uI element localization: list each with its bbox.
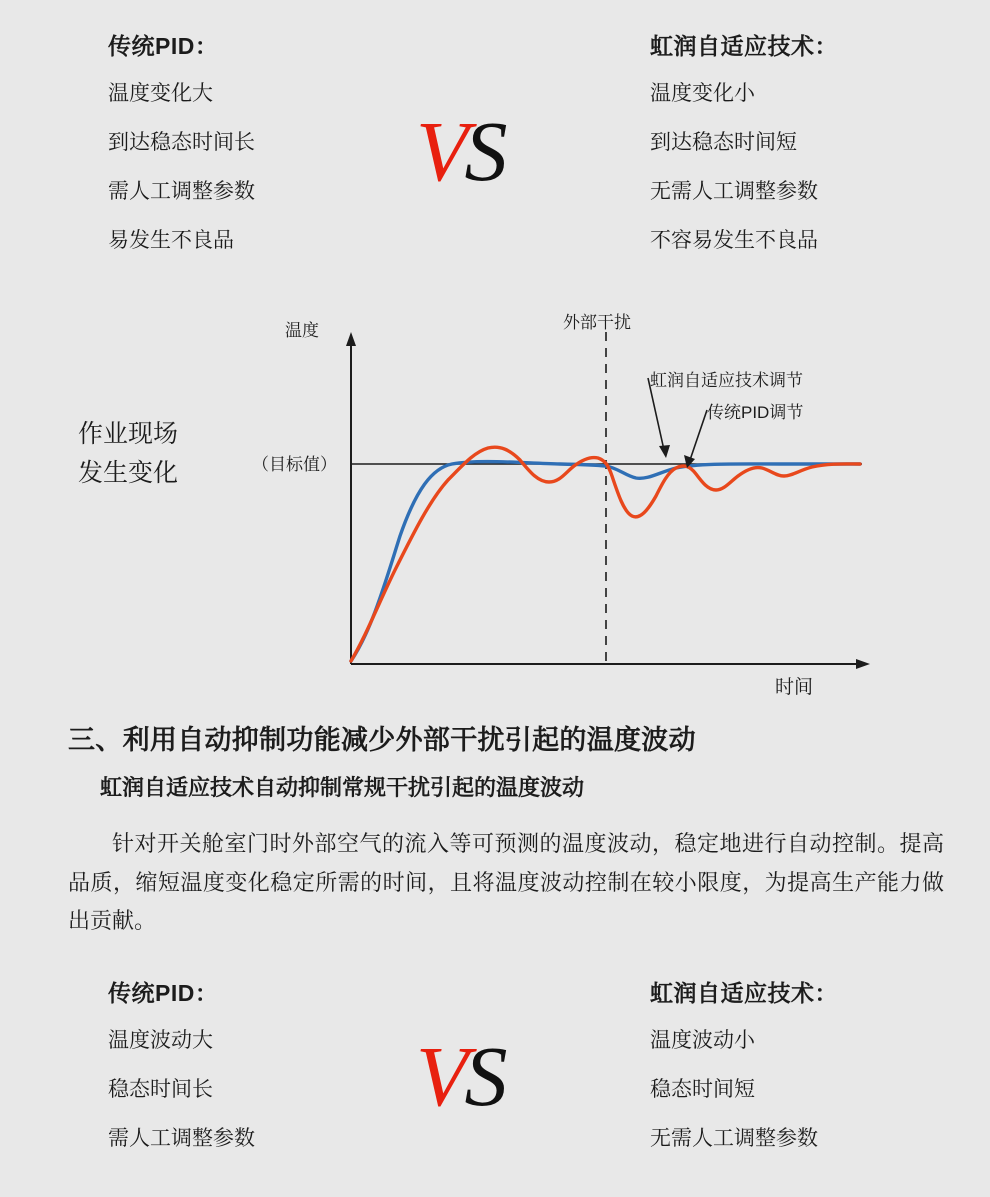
- comparison-item: 到达稳态时间短: [650, 131, 797, 154]
- comparison-item: 稳态时间长: [108, 1078, 213, 1101]
- comparison-column-traditional-top: [108, 28, 255, 251]
- chart-y-axis-arrow: [346, 332, 356, 346]
- chart-leader-arrow-adaptive: [659, 445, 670, 458]
- vs-mark-top: [416, 103, 504, 199]
- chart-leader-line-adaptive: [648, 378, 664, 450]
- comparison-item: 温度波动大: [108, 1029, 213, 1052]
- comparison-item: 需人工调整参数: [108, 180, 255, 203]
- comparison-block-top: [0, 28, 990, 278]
- chart-leader-line-pid: [690, 410, 707, 460]
- chart-y-axis-label: 温度: [285, 321, 319, 340]
- vs-mark-bottom: [416, 1028, 504, 1124]
- chart-target-value-label: （目标值）: [252, 455, 337, 474]
- comparison-heading-traditional-bottom: 传统PID：: [108, 980, 219, 1006]
- vs-mark-s: S: [464, 103, 504, 199]
- comparison-item: 无需人工调整参数: [650, 180, 818, 203]
- chart-disturbance-label: 外部干扰: [563, 313, 631, 332]
- vs-mark-v: V: [416, 103, 465, 199]
- comparison-item: 温度变化大: [108, 82, 213, 105]
- comparison-block-bottom: [0, 975, 990, 1175]
- chart-annotation-pid: 传统PID调节: [707, 403, 804, 422]
- comparison-heading-adaptive-bottom: 虹润自适应技术：: [650, 980, 838, 1006]
- comparison-heading-traditional-top: 传统PID：: [108, 33, 219, 59]
- chart-canvas: [0, 300, 990, 710]
- section-title: 三、利用自动抑制功能减少外部干扰引起的温度波动: [68, 725, 696, 755]
- chart-side-label-line1: 作业现场: [78, 420, 179, 448]
- chart-side-label-line2: 发生变化: [78, 458, 179, 487]
- comparison-item: 无需人工调整参数: [650, 1127, 818, 1150]
- chart-x-axis-arrow: [856, 659, 870, 669]
- comparison-item: 稳态时间短: [650, 1078, 755, 1101]
- comparison-heading-adaptive-top: 虹润自适应技术：: [650, 33, 838, 59]
- comparison-item: 需人工调整参数: [108, 1127, 255, 1150]
- vs-mark-v: V: [416, 1028, 465, 1124]
- comparison-item: 易发生不良品: [108, 229, 234, 252]
- comparison-item: 温度波动小: [650, 1029, 755, 1052]
- chart-annotation-adaptive: 虹润自适应技术调节: [650, 371, 803, 390]
- chart-x-axis-label: 时间: [775, 677, 814, 698]
- section-subtitle: 虹润自适应技术自动抑制常规干扰引起的温度波动: [100, 775, 585, 800]
- vs-mark-s: S: [464, 1028, 504, 1124]
- section-paragraph: 针对开关舱室门时外部空气的流入等可预测的温度波动，稳定地进行自动控制。提高品质，缩短温度变化稳定所需的时间，且将温度波动控制在较小限度，为提高生产能力做出贡献。: [68, 831, 944, 933]
- comparison-column-adaptive-bottom: [650, 975, 838, 1149]
- comparison-item: 不容易发生不良品: [650, 229, 818, 252]
- comparison-item: 到达稳态时间长: [108, 131, 255, 154]
- response-chart: [0, 300, 990, 710]
- comparison-column-adaptive-top: [650, 28, 838, 251]
- comparison-column-traditional-bottom: [108, 975, 255, 1149]
- comparison-item: 温度变化小: [650, 82, 755, 105]
